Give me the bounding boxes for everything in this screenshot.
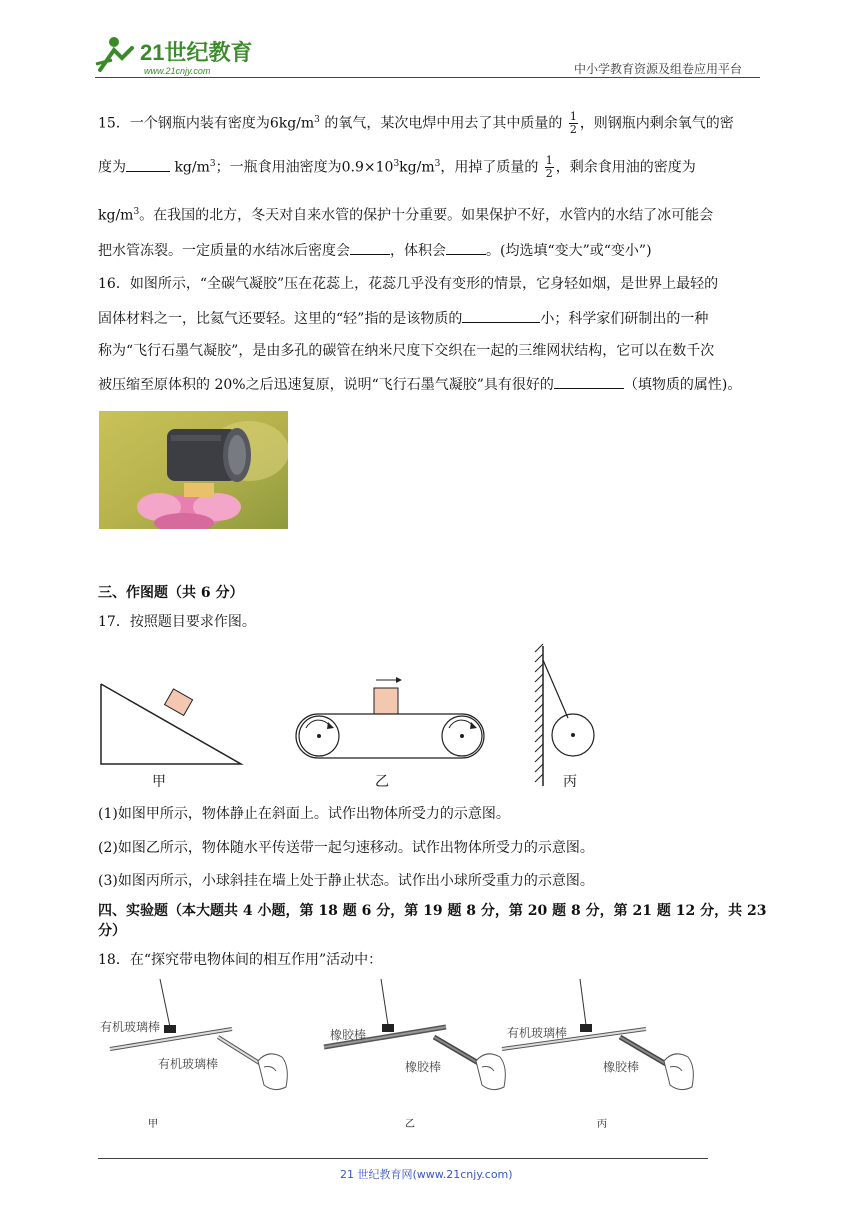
- fraction: $\frac{1}{2}$: [545, 154, 553, 181]
- q15-text: ，则钢瓶内剩余氧气的密: [579, 115, 734, 132]
- q17-part2: (2)如图乙所示，物体随水平传送带一起匀速移动。试作出物体所受力的示意图。: [98, 840, 594, 856]
- site-logo: [92, 30, 262, 78]
- footer-divider: [98, 1158, 708, 1159]
- incline-figure: [101, 684, 241, 764]
- q18-fig-label-yi: 乙: [405, 1119, 415, 1130]
- q15-text: ，体积会: [390, 243, 446, 259]
- answer-blank[interactable]: [350, 240, 390, 255]
- q16-line3: 称为“飞行石墨气凝胶”，是由多孔的碳管在纳米尺度下交织在一起的三维网状结构，它可以在数千次: [98, 343, 715, 359]
- header-divider: [95, 77, 760, 78]
- fig1-top-label: 有机玻璃棒: [100, 1020, 161, 1034]
- answer-blank[interactable]: [126, 157, 170, 172]
- q15-text: 的氧气，某次电焊中用去了其中质量的: [324, 115, 563, 132]
- section4-title-line2: 分）: [98, 923, 126, 939]
- q16-text: 固体材料之一，比氦气还要轻。这里的“轻”指的是该物质的: [98, 311, 463, 327]
- q17-part3: (3)如图丙所示，小球斜挂在墙上处于静止状态。试作出小球所受重力的示意图。: [98, 873, 594, 889]
- q15-text: ，剩余食用油的密度为: [555, 159, 696, 176]
- sup: 3: [393, 159, 400, 169]
- q17-figures: [98, 640, 608, 800]
- q16-text: 被压缩至原体积的 20%之后迅速复原，说明“飞行石墨气凝胶”具有很好的: [98, 377, 554, 393]
- fig1-bottom-label: 有机玻璃棒: [158, 1057, 219, 1071]
- q16-line1: 16．如图所示，“全碳气凝胶”压在花蕊上，花蕊几乎没有变形的情景，它身轻如烟，是世界上最轻的: [98, 276, 719, 292]
- q15-line2: [98, 154, 696, 180]
- q15-text: 把水管冻裂。一定质量的水结冰后密度会: [98, 243, 350, 259]
- fig2-top-label: 橡胶棒: [330, 1028, 367, 1042]
- wall-ball-figure: [535, 644, 594, 786]
- q15-text: ，用掉了质量的: [440, 159, 539, 176]
- q15-text: kg/m: [399, 159, 435, 176]
- logo-url: www.21cnjy.com: [144, 66, 211, 76]
- logo-text: 21世纪教育: [140, 40, 253, 65]
- footer-link[interactable]: 21 世纪教育网(www.21cnjy.com): [340, 1168, 513, 1181]
- q18-fig-label-bing: 丙: [597, 1119, 607, 1130]
- answer-blank[interactable]: [554, 374, 624, 389]
- q15-text: 。在我国的北方，冬天对自来水管的保护十分重要。如果保护不好，水管内的水结了冰可能会: [139, 207, 714, 224]
- q15-line3: [98, 202, 713, 226]
- fraction: $\frac{1}{2}$: [569, 110, 577, 137]
- q16-line4: [98, 374, 741, 395]
- q15-text: 15．一个钢瓶内装有密度为6kg/m: [98, 115, 315, 132]
- q16-text: 小；科学家们研制出的一种: [540, 311, 709, 327]
- platform-name: 中小学教育资源及组卷应用平台: [574, 62, 743, 76]
- section3-title: 三、作图题（共 6 分）: [98, 585, 244, 601]
- fig-label-jia: 甲: [152, 774, 166, 790]
- q18-stem: 18．在“探究带电物体间的相互作用”活动中：: [98, 952, 383, 968]
- q18-figures: [98, 975, 708, 1105]
- fig3-bottom-label: 橡胶棒: [603, 1060, 640, 1074]
- q15-text: 。(均选填“变大”或“变小”): [486, 243, 652, 259]
- q16-text: （填物质的属性)。: [623, 377, 742, 393]
- answer-blank[interactable]: [462, 308, 540, 323]
- fig-label-bing: 丙: [563, 774, 577, 790]
- q15-text: kg/m: [174, 159, 210, 176]
- q18-fig-label-jia: 甲: [148, 1119, 158, 1130]
- sup: 3: [133, 207, 140, 217]
- sup: 3: [209, 159, 216, 169]
- q15-line1: [98, 110, 734, 136]
- fig2-bottom-label: 橡胶棒: [405, 1060, 442, 1074]
- q17-stem: 17．按照题目要求作图。: [98, 614, 256, 630]
- q15-text: 度为: [98, 159, 126, 176]
- q16-line2: [98, 308, 708, 329]
- section4-title-line1: 四、实验题（本大题共 4 小题，第 18 题 6 分，第 19 题 8 分，第 20 题 8 分，第 21 题 12 分，共 23: [98, 903, 767, 919]
- sup: 3: [314, 115, 320, 125]
- q15-text: ；一瓶食用油密度为0.9×10: [215, 159, 394, 176]
- fig3-top-label: 有机玻璃棒: [507, 1026, 568, 1040]
- fig-label-yi: 乙: [375, 774, 389, 790]
- aerogel-flower-photo: [99, 411, 288, 529]
- q17-part1: (1)如图甲所示，物体静止在斜面上。试作出物体所受力的示意图。: [98, 806, 510, 822]
- conveyor-figure: [296, 677, 484, 758]
- q15-line4: [98, 240, 652, 261]
- sup: 3: [434, 159, 441, 169]
- q15-text: kg/m: [98, 207, 134, 224]
- answer-blank[interactable]: [446, 240, 486, 255]
